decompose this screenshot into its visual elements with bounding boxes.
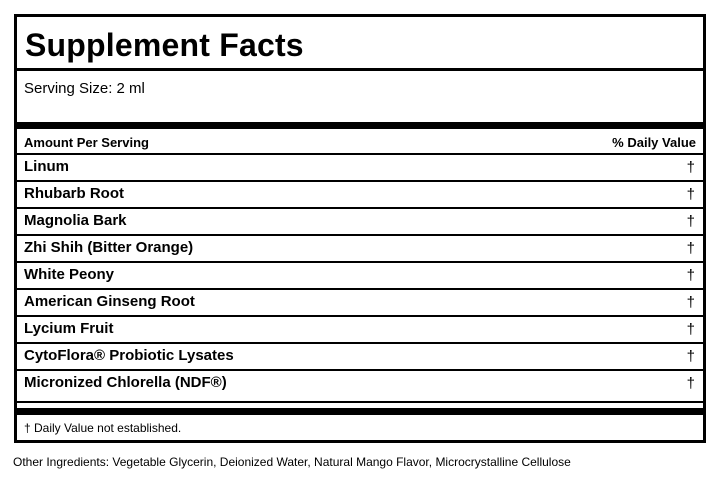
ingredient-name: Linum	[24, 158, 69, 175]
table-row	[17, 153, 703, 180]
serving-size: Serving Size: 2 ml	[24, 80, 145, 97]
daily-value: †	[686, 294, 695, 311]
daily-value: †	[686, 186, 695, 203]
ingredient-name: Rhubarb Root	[24, 185, 124, 202]
other-ingredients: Other Ingredients: Vegetable Glycerin, Deionized Water, Natural Mango Flavor, Microcrystalline Cellulose	[13, 455, 571, 469]
table-end-divider	[17, 401, 703, 403]
ingredient-table	[17, 153, 703, 396]
serving-divider	[17, 122, 703, 129]
title-divider	[17, 68, 703, 71]
footnote: † Daily Value not established.	[24, 421, 182, 435]
table-row	[17, 369, 703, 396]
ingredient-name: Lycium Fruit	[24, 320, 114, 337]
ingredient-name: Micronized Chlorella (NDF®)	[24, 374, 227, 391]
table-row	[17, 180, 703, 207]
header-daily-value: % Daily Value	[612, 135, 696, 150]
footnote-divider	[17, 408, 703, 415]
daily-value: †	[686, 240, 695, 257]
table-header	[17, 134, 703, 154]
table-row	[17, 207, 703, 234]
table-row	[17, 288, 703, 315]
daily-value: †	[686, 348, 695, 365]
ingredient-name: Magnolia Bark	[24, 212, 127, 229]
supplement-facts-panel	[14, 14, 706, 443]
panel-title: Supplement Facts	[25, 27, 304, 63]
ingredient-name: Zhi Shih (Bitter Orange)	[24, 239, 194, 256]
table-row	[17, 342, 703, 369]
daily-value: †	[686, 159, 695, 176]
ingredient-name: American Ginseng Root	[24, 293, 195, 310]
table-row	[17, 234, 703, 261]
table-row	[17, 261, 703, 288]
ingredient-name: White Peony	[24, 266, 115, 283]
ingredient-name: CytoFlora® Probiotic Lysates	[24, 347, 234, 364]
daily-value: †	[686, 267, 695, 284]
daily-value: †	[686, 213, 695, 230]
header-amount-per-serving: Amount Per Serving	[24, 135, 149, 150]
daily-value: †	[686, 375, 695, 392]
daily-value: †	[686, 321, 695, 338]
table-row	[17, 315, 703, 342]
